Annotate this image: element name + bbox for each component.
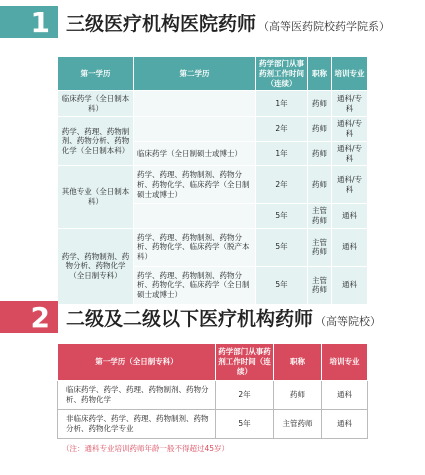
cell-work-time: 5年 bbox=[256, 204, 308, 229]
age-note: （注：通科专业培训药师年龄一般不得超过45岁） bbox=[62, 444, 230, 453]
table-row bbox=[58, 91, 368, 117]
section1-table bbox=[57, 56, 368, 305]
cell-training-major: 通科 bbox=[332, 204, 368, 229]
cell-training-major: 通科/专科 bbox=[332, 141, 368, 166]
section1-title bbox=[66, 9, 390, 36]
section1-table-frame bbox=[57, 56, 367, 300]
section1-title-text: 三级医疗机构医院药师 bbox=[66, 12, 257, 35]
header-first-degree: 第一学历 bbox=[58, 57, 134, 91]
cell-job-title: 主管药师 bbox=[308, 266, 332, 304]
cell-training-major: 通科 bbox=[322, 381, 368, 410]
cell-work-time: 2年 bbox=[256, 166, 308, 204]
cell-second-degree bbox=[134, 117, 256, 142]
cell-job-title: 药师 bbox=[308, 117, 332, 142]
cell-training-major: 通科/专科 bbox=[332, 166, 368, 204]
cell-first-degree: 其他专业（全日制本科） bbox=[58, 166, 134, 229]
header-job-title: 职称 bbox=[274, 344, 322, 381]
cell-job-title: 主管药师 bbox=[274, 410, 322, 439]
cell-second-degree bbox=[134, 91, 256, 117]
section2-table-frame bbox=[57, 343, 367, 438]
section2-subtitle: （高等院校） bbox=[315, 314, 382, 328]
cell-first-degree: 药学、药物制剂、药物分析、药物化学（全日制专科） bbox=[58, 228, 134, 304]
table-row bbox=[58, 166, 368, 204]
header-work-time: 药学部门从事药剂工作时间（连续） bbox=[256, 57, 308, 91]
section1-subtitle: （高等医药院校药学院系） bbox=[258, 19, 391, 33]
table-row bbox=[58, 410, 368, 439]
cell-work-time: 5年 bbox=[256, 266, 308, 304]
cell-job-title: 药师 bbox=[308, 91, 332, 117]
cell-first-degree: 临床药学、药学、药理、药物制剂、药物分析、药物化学 bbox=[58, 381, 216, 410]
cell-work-time: 2年 bbox=[216, 381, 274, 410]
header-training-major: 培训专业 bbox=[332, 57, 368, 91]
section2-title-text: 二级及二级以下医疗机构药师 bbox=[66, 307, 314, 330]
table-row bbox=[58, 381, 368, 410]
cell-second-degree: 药学、药理、药物制剂、药物分析、药物化学、临床药学（脱产本科） bbox=[134, 228, 256, 266]
cell-first-degree: 非临床药学、药学、药理、药物制剂、药物分析、药物化学专业 bbox=[58, 410, 216, 439]
cell-work-time: 2年 bbox=[256, 117, 308, 142]
cell-training-major: 通科/专科 bbox=[332, 117, 368, 142]
header-first-degree: 第一学历（全日制专科） bbox=[58, 344, 216, 381]
table-row bbox=[58, 228, 368, 266]
header-second-degree: 第二学历 bbox=[134, 57, 256, 91]
cell-training-major: 通科/专科 bbox=[332, 91, 368, 117]
table-row bbox=[58, 117, 368, 142]
section1-header-row bbox=[58, 57, 368, 91]
cell-second-degree: 药学、药理、药物制剂、药物分析、药物化学、临床药学（全日制硕士或博士） bbox=[134, 266, 256, 304]
cell-job-title: 主管药师 bbox=[308, 228, 332, 266]
section1-number: 1 bbox=[0, 6, 58, 38]
cell-work-time: 1年 bbox=[256, 91, 308, 117]
cell-work-time: 5年 bbox=[216, 410, 274, 439]
cell-job-title: 药师 bbox=[274, 381, 322, 410]
section2-title bbox=[66, 304, 381, 331]
cell-first-degree: 临床药学（全日制本科） bbox=[58, 91, 134, 117]
cell-second-degree: 药学、药理、药物制剂、药物分析、药物化学、临床药学（全日制硕士或博士） bbox=[134, 166, 256, 204]
cell-job-title: 药师 bbox=[308, 141, 332, 166]
cell-second-degree-empty bbox=[134, 204, 256, 229]
section1-header bbox=[0, 6, 425, 38]
section2-header bbox=[0, 301, 425, 333]
header-training-major: 培训专业 bbox=[322, 344, 368, 381]
header-job-title: 职称 bbox=[308, 57, 332, 91]
cell-work-time: 1年 bbox=[256, 141, 308, 166]
section2-header-row bbox=[58, 344, 368, 381]
cell-training-major: 通科 bbox=[332, 266, 368, 304]
header-work-time: 药学部门从事药剂工作时间（连续） bbox=[216, 344, 274, 381]
cell-job-title: 药师 bbox=[308, 166, 332, 204]
cell-second-degree: 临床药学（全日制硕士或博士） bbox=[134, 141, 256, 166]
section2-table bbox=[57, 343, 368, 439]
cell-work-time: 5年 bbox=[256, 228, 308, 266]
cell-job-title: 主管药师 bbox=[308, 204, 332, 229]
section2-number: 2 bbox=[0, 301, 58, 333]
cell-training-major: 通科 bbox=[332, 228, 368, 266]
cell-first-degree: 药学、药理、药物制剂、药物分析、药物化学（全日制本科） bbox=[58, 117, 134, 166]
cell-training-major: 通科 bbox=[322, 410, 368, 439]
